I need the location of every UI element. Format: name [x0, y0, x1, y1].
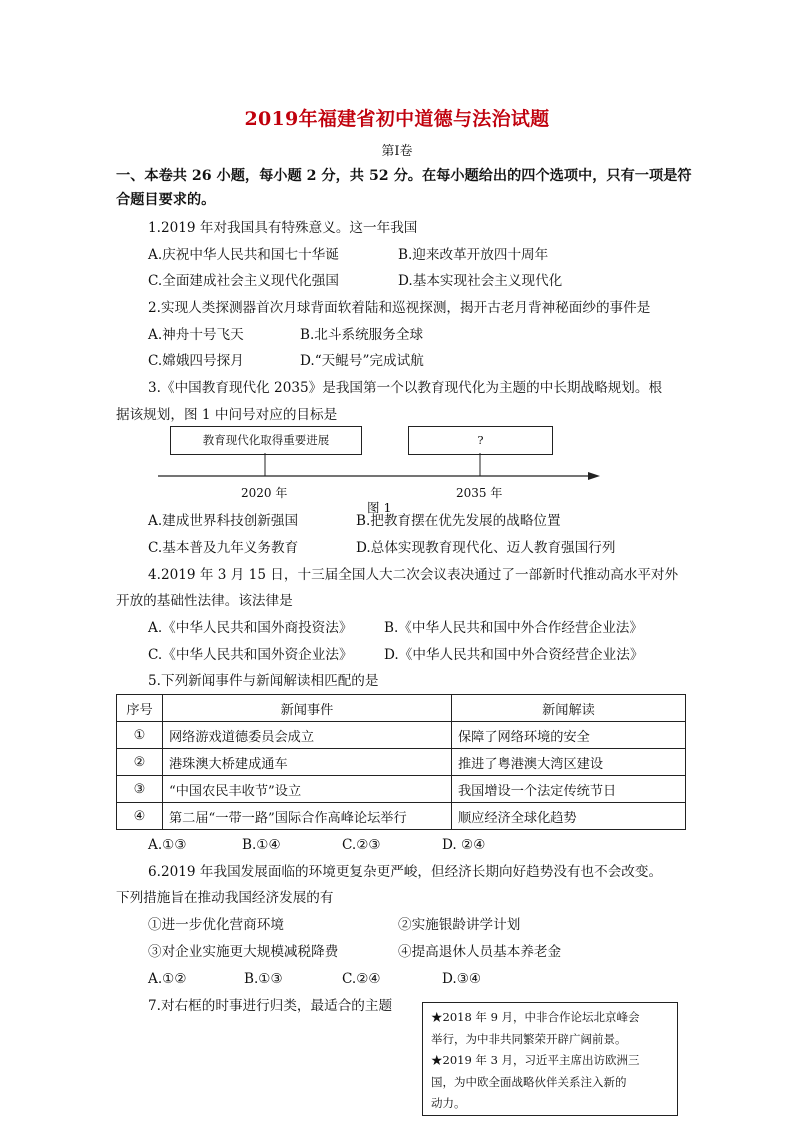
row-interpretation: 我国增设一个法定传统节日 — [452, 776, 686, 803]
q6-item-1: ①进一步优化营商环境 — [148, 917, 284, 933]
q5-option-d: D. ②④ — [442, 837, 486, 853]
q1-stem: 1.2019 年对我国具有特殊意义。这一年我国 — [148, 220, 418, 236]
figure-caption: 图 1 — [367, 500, 392, 515]
current-events-box — [422, 1002, 678, 1116]
q6-item-2: ②实施银龄讲学计划 — [398, 917, 521, 933]
timeline-axis — [150, 453, 610, 489]
q5-option-c: C.②③ — [342, 837, 381, 853]
section-heading-line1: 一、本卷共 26 小题，每小题 2 分，共 52 分。在每小题给出的四个选项中，只有一项是符 — [116, 168, 692, 184]
q6-item-4: ④提高退休人员基本养老金 — [398, 944, 562, 960]
box-line: ★2018 年 9 月，中非合作论坛北京峰会 — [431, 1010, 640, 1024]
q3-stem-line2: 据该规划，图 1 中问号对应的目标是 — [116, 407, 338, 423]
row-interpretation: 推进了粤港澳大湾区建设 — [452, 749, 686, 776]
q1-option-c: C.全面建成社会主义现代化强国 — [148, 273, 339, 289]
timeline-year-2035: 2035 年 — [456, 486, 503, 500]
q2-option-c: C.嫦娥四号探月 — [148, 353, 244, 369]
q5-stem: 5.下列新闻事件与新闻解读相匹配的是 — [148, 673, 379, 689]
row-event: “中国农民丰收节”设立 — [163, 776, 452, 803]
table-row — [117, 776, 686, 803]
q4-option-d: D.《中华人民共和国中外合资经营企业法》 — [384, 647, 644, 663]
table-header-event: 新闻事件 — [163, 695, 452, 722]
q1-option-a: A.庆祝中华人民共和国七十华诞 — [148, 247, 339, 263]
box-line: 动力。 — [431, 1096, 466, 1110]
table-header-number: 序号 — [117, 695, 163, 722]
q3-option-d: D.总体实现教育现代化、迈人教育强国行列 — [356, 540, 616, 556]
timeline-box-2020: 教育现代化取得重要进展 — [170, 426, 362, 455]
q4-option-b: B.《中华人民共和国中外合作经营企业法》 — [384, 620, 643, 636]
timeline-arrow-icon — [588, 472, 600, 480]
news-table — [116, 694, 686, 830]
box-line: 国，为中欧全面战略伙伴关系注入新的 — [431, 1074, 627, 1089]
q2-option-a: A.神舟十号飞天 — [148, 327, 244, 343]
q2-stem: 2.实现人类探测器首次月球背面软着陆和巡视探测，揭开古老月背神秘面纱的事件是 — [148, 300, 651, 316]
q6-stem-line2: 下列措施旨在推动我国经济发展的有 — [116, 890, 334, 906]
table-row — [117, 722, 686, 749]
q6-option-b: B.①③ — [244, 971, 283, 987]
q1-option-d: D.基本实现社会主义现代化 — [398, 273, 563, 289]
row-interpretation: 顺应经济全球化趋势 — [452, 803, 686, 830]
page-title: 2019年福建省初中道德与法治试题 — [244, 108, 550, 130]
row-interpretation: 保障了网络环境的安全 — [452, 722, 686, 749]
q2-option-d: D.“天鲲号”完成试航 — [300, 353, 424, 369]
q6-stem-line1: 6.2019 年我国发展面临的环境更复杂更严峻，但经济长期向好趋势没有也不会改变。 — [148, 864, 663, 880]
q7-stem: 7.对右框的时事进行归类，最适合的主题 — [148, 998, 393, 1014]
q6-option-d: D.③④ — [442, 971, 482, 987]
q3-option-a: A.建成世界科技创新强国 — [148, 513, 299, 529]
q3-option-c: C.基本普及九年义务教育 — [148, 540, 299, 556]
table-row — [117, 803, 686, 830]
q4-stem-line2: 开放的基础性法律。该法律是 — [116, 593, 293, 609]
row-number: ③ — [117, 776, 163, 803]
q3-stem-line1: 3.《中国教育现代化 2035》是我国第一个以教育现代化为主题的中长期战略规划。根 — [148, 380, 663, 396]
q6-option-c: C.②④ — [342, 971, 381, 987]
q5-option-b: B.①④ — [242, 837, 281, 853]
table-row — [117, 749, 686, 776]
row-number: ④ — [117, 803, 163, 830]
q2-option-b: B.北斗系统服务全球 — [300, 327, 424, 343]
row-event: 第二届“一带一路”国际合作高峰论坛举行 — [163, 803, 452, 830]
q6-item-3: ③对企业实施更大规模减税降费 — [148, 944, 339, 960]
q3-option-b: B.把教育摆在优先发展的战略位置 — [356, 513, 561, 529]
volume-label: 第Ⅰ卷 — [381, 144, 413, 159]
box-line: ★2019 年 3 月，习近平主席出访欧洲三 — [431, 1053, 640, 1067]
q4-option-c: C.《中华人民共和国外资企业法》 — [148, 647, 353, 663]
row-number: ② — [117, 749, 163, 776]
timeline-year-2020: 2020 年 — [241, 486, 288, 500]
q4-option-a: A.《中华人民共和国外商投资法》 — [148, 620, 353, 636]
q5-option-a: A.①③ — [148, 837, 187, 853]
q6-option-a: A.①② — [148, 971, 187, 987]
table-header-interpretation: 新闻解读 — [452, 695, 686, 722]
row-event: 网络游戏道德委员会成立 — [163, 722, 452, 749]
section-heading-line2: 合题目要求的。 — [116, 192, 216, 208]
q4-stem-line1: 4.2019 年 3 月 15 日，十三届全国人大二次会议表决通过了一部新时代推动高水平对外 — [148, 567, 679, 583]
row-event: 港珠澳大桥建成通车 — [163, 749, 452, 776]
box-line: 举行，为中非共同繁荣开辟广阔前景。 — [431, 1031, 627, 1046]
q1-option-b: B.迎来改革开放四十周年 — [398, 247, 549, 263]
table-header-row — [117, 695, 686, 722]
row-number: ① — [117, 722, 163, 749]
timeline-box-2035: ? — [408, 426, 553, 455]
